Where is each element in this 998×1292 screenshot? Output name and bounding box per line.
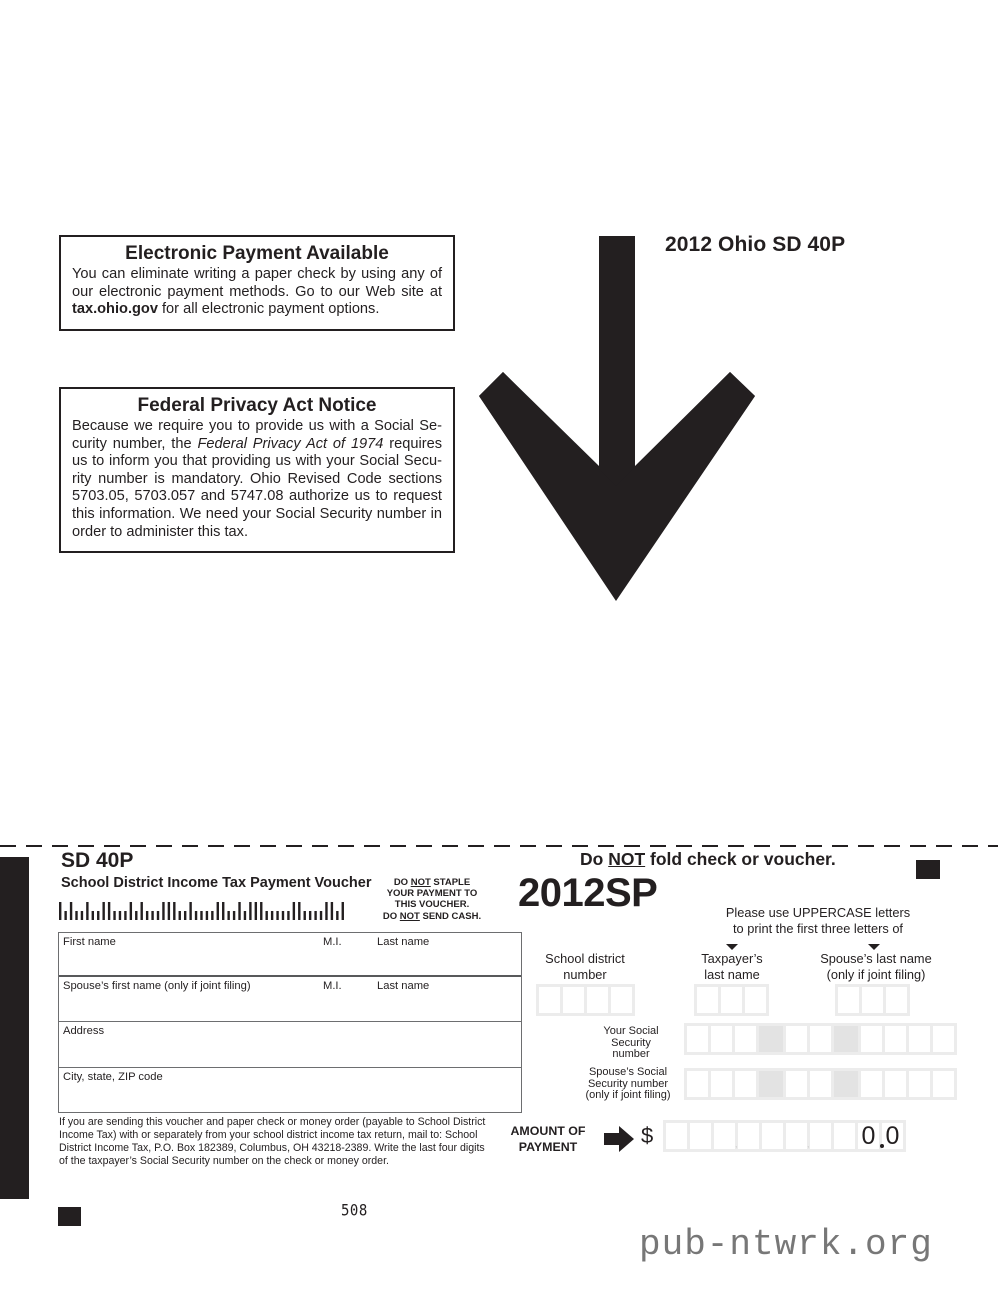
first-name-field[interactable] [63, 952, 313, 972]
electronic-payment-notice [59, 235, 455, 331]
city-state-zip-field[interactable] [63, 1088, 517, 1108]
spouse-ssn-label: Spouse’s Social Security number (only if joint filing) [585, 1066, 671, 1102]
your-ssn-digit[interactable] [861, 1026, 882, 1052]
form-title: 2012 Ohio SD 40P [665, 233, 846, 256]
postal-barcode [59, 902, 347, 920]
amount-digit[interactable] [834, 1123, 855, 1149]
your-ssn-boxes [684, 1023, 957, 1055]
registration-mark [916, 860, 940, 879]
ssn-separator [759, 1071, 783, 1097]
amount-digit[interactable] [786, 1123, 807, 1149]
mi-field[interactable] [323, 952, 369, 972]
cents-digit: 0 [882, 1123, 903, 1149]
spouse-last-name-field-label: Last name [377, 980, 430, 992]
spouse-name-row [59, 977, 521, 1022]
your-ssn-digit[interactable] [786, 1026, 807, 1052]
tax-website-link[interactable]: tax.ohio.gov [72, 301, 158, 318]
thousands-separator: , [735, 1139, 738, 1149]
pointer-triangle-icon [726, 944, 738, 950]
registration-bar [0, 857, 29, 1199]
school-district-digit[interactable] [563, 987, 584, 1013]
year-code: 2012SP [518, 871, 658, 915]
spouse-last-name-boxes [835, 984, 910, 1016]
privacy-act-body: Because we require you to provide us with a Social Se-curity number, the Federal Privacy Act of 1974 requires us to inform you that providing us with your Social Secu-rity number is mandatory. Ohio Revised Code sections 5703.05, 5703.057 and 5747.08 authorize us to request this information. We need your Social Security number in order to administer this tax. [72, 418, 442, 540]
school-district-label: School district number [545, 951, 625, 982]
arrow-right-icon [604, 1126, 634, 1152]
amount-digit[interactable] [666, 1123, 687, 1149]
amount-digit[interactable] [810, 1123, 831, 1149]
first-name-label: First name [63, 936, 116, 948]
city-state-zip-label: City, state, ZIP code [63, 1071, 163, 1083]
spouse-last-name-letter[interactable] [838, 987, 859, 1013]
your-ssn-digit[interactable] [885, 1026, 906, 1052]
spouse-first-name-label: Spouse’s first name (only if joint filing) [63, 980, 251, 992]
ssn-separator [834, 1026, 858, 1052]
address-label: Address [63, 1025, 105, 1037]
taxpayer-last-name-letter[interactable] [745, 987, 766, 1013]
amount-digit[interactable] [738, 1123, 759, 1149]
last-name-label: Last name [377, 936, 430, 948]
last-name-field[interactable] [377, 952, 517, 972]
spouse-ssn-digit[interactable] [735, 1071, 756, 1097]
mi-label: M.I. [323, 936, 342, 948]
spouse-ssn-digit[interactable] [933, 1071, 954, 1097]
spouse-ssn-digit[interactable] [687, 1071, 708, 1097]
your-ssn-digit[interactable] [810, 1026, 831, 1052]
pointer-triangle-icon [868, 944, 880, 950]
taxpayer-last-name-label: Taxpayer’s last name [701, 951, 763, 982]
electronic-payment-title: Electronic Payment Available [125, 243, 389, 264]
school-district-digit[interactable] [539, 987, 560, 1013]
staple-warning: DO NOT STAPLE YOUR PAYMENT TO THIS VOUCHER. DO NOT SEND CASH. [382, 877, 482, 922]
thousands-separator: , [807, 1139, 810, 1149]
spouse-mi-label: M.I. [323, 980, 342, 992]
electronic-payment-body: You can eliminate writing a paper check by using any of our electronic payment methods. Go to our Web site at tax.ohio.gov for all electronic payment options. [72, 266, 442, 318]
voucher-code: SD 40P [61, 849, 134, 872]
spouse-last-name-label: Spouse’s last name (only if joint filing) [820, 951, 932, 982]
spouse-ssn-digit[interactable] [711, 1071, 732, 1097]
privacy-act-title: Federal Privacy Act Notice [137, 395, 377, 416]
taxpayer-last-name-letter[interactable] [697, 987, 718, 1013]
spouse-last-name-letter[interactable] [886, 987, 907, 1013]
taxpayer-info-table [58, 932, 522, 1113]
your-ssn-digit[interactable] [735, 1026, 756, 1052]
spouse-mi-field[interactable] [323, 997, 369, 1017]
spouse-ssn-boxes [684, 1068, 957, 1100]
your-ssn-digit[interactable] [909, 1026, 930, 1052]
spouse-ssn-digit[interactable] [861, 1071, 882, 1097]
registration-mark [58, 1207, 81, 1226]
decimal-point [880, 1144, 884, 1148]
dollar-sign: $ [641, 1123, 654, 1148]
amount-digit[interactable] [714, 1123, 735, 1149]
cut-line [0, 845, 998, 847]
watermark: pub-ntwrk.org [639, 1224, 933, 1265]
school-district-digit[interactable] [587, 987, 608, 1013]
amount-boxes [663, 1120, 906, 1152]
ssn-separator [834, 1071, 858, 1097]
page-code: 508 [341, 1201, 368, 1221]
fold-warning: Do NOT fold check or voucher. [580, 849, 836, 869]
your-ssn-digit[interactable] [711, 1026, 732, 1052]
spouse-last-name-letter[interactable] [862, 987, 883, 1013]
school-district-digit[interactable] [611, 987, 632, 1013]
amount-of-payment-label: AMOUNT OF PAYMENT [510, 1124, 586, 1154]
name-row [59, 933, 521, 977]
arrow-down-icon [476, 236, 758, 602]
address-field[interactable] [63, 1043, 517, 1063]
city-state-zip-row [59, 1068, 521, 1112]
privacy-act-notice [59, 387, 455, 553]
uppercase-instructions: Please use UPPERCASE letters to print the first three letters of [725, 905, 911, 936]
voucher-subtitle: School District Income Tax Payment Voucher [61, 875, 372, 891]
amount-digit[interactable] [762, 1123, 783, 1149]
spouse-ssn-digit[interactable] [810, 1071, 831, 1097]
mailing-instructions: If you are sending this voucher and paper check or money order (payable to School District Income Tax) with or separately from your school district income tax return, mail to: School District Income Tax, P.O. Box 182389, Columbus, OH 43218-2389. Write the last four digits of the taxpayer’s Social Security number on the check or money order. [59, 1116, 486, 1167]
taxpayer-last-name-letter[interactable] [721, 987, 742, 1013]
spouse-ssn-digit[interactable] [885, 1071, 906, 1097]
address-row [59, 1022, 521, 1068]
your-ssn-digit[interactable] [933, 1026, 954, 1052]
spouse-ssn-digit[interactable] [786, 1071, 807, 1097]
your-ssn-digit[interactable] [687, 1026, 708, 1052]
spouse-first-name-field[interactable] [63, 997, 313, 1017]
ssn-separator [759, 1026, 783, 1052]
spouse-last-name-field[interactable] [377, 997, 517, 1017]
amount-digit[interactable] [690, 1123, 711, 1149]
spouse-ssn-digit[interactable] [909, 1071, 930, 1097]
taxpayer-last-name-boxes [694, 984, 769, 1016]
school-district-boxes [536, 984, 635, 1016]
cents-digit: 0 [858, 1123, 879, 1149]
your-ssn-label: Your Social Security number [603, 1025, 659, 1061]
